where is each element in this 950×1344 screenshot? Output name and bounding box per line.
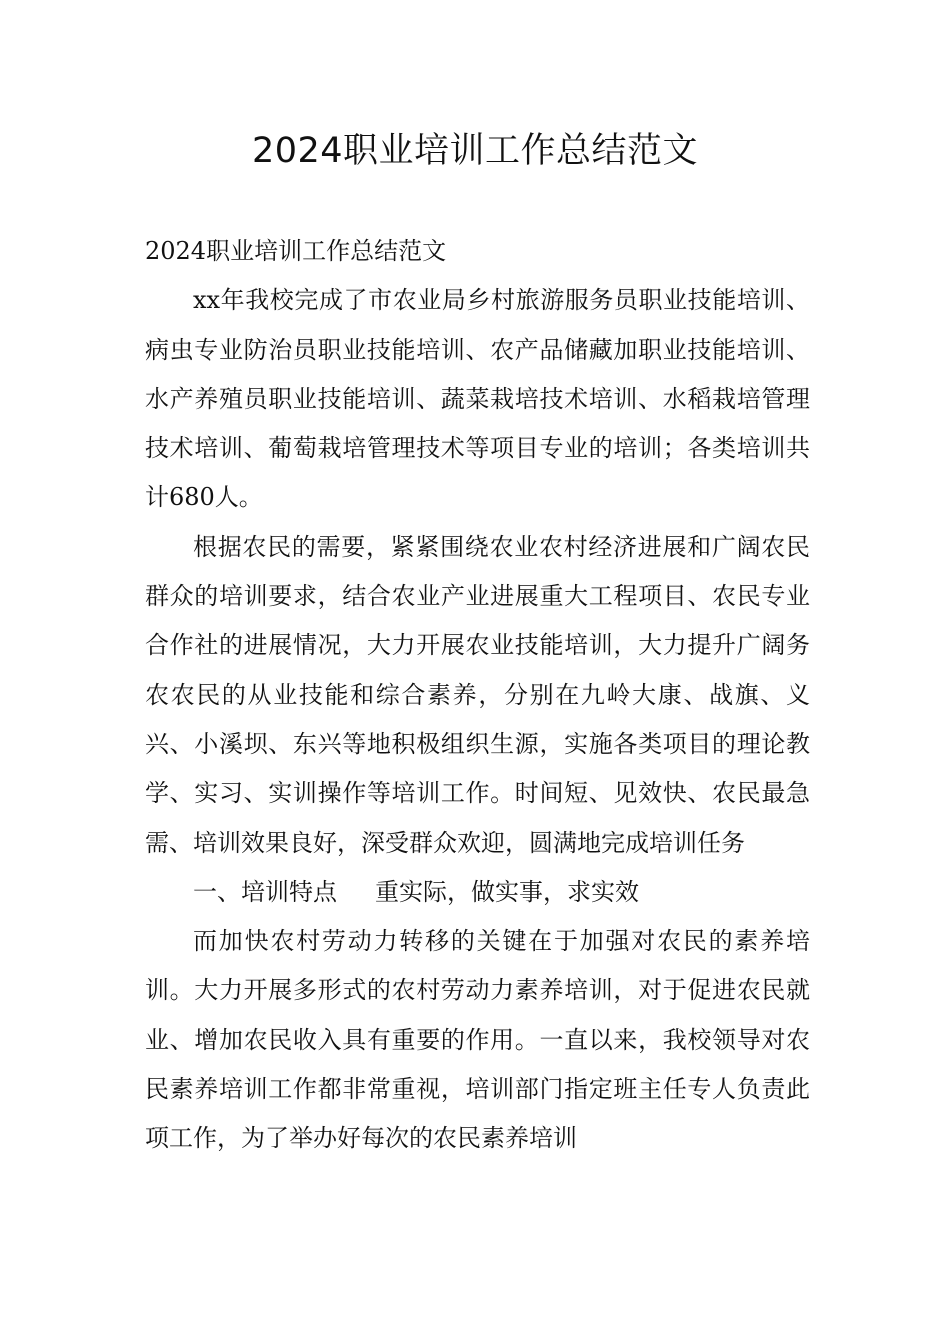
document-body — [145, 227, 810, 1164]
paragraph-quality-training: 而加快农村劳动力转移的关键在于加强对农民的素养培训。大力开展多形式的农村劳动力素养培训，对于促进农民就业、增加农民收入具有重要的作用。一直以来，我校领导对农民素养培训工作都非常重视，培训部门指定班主任专人负责此项工作，为了举办好每次的农民素养培训 — [145, 927, 810, 1153]
section-heading-subtitle: 重实际，做实事，求实效 — [375, 877, 639, 906]
paragraph-training-projects: xx年我校完成了市农业局乡村旅游服务员职业技能培训、病虫专业防治员职业技能培训、农产品储藏加职业技能培训、水产养殖员职业技能培训、蔬菜栽培技术培训、水稻栽培管理技术培训、葡萄栽培管理技术等项目专业的培训；各类培训共计680人。 — [145, 286, 810, 512]
document-title: 2024职业培训工作总结范文 — [251, 131, 699, 171]
document-subtitle: 2024职业培训工作总结范文 — [145, 237, 447, 265]
paragraph-farmer-needs: 根据农民的需要，紧紧围绕农业农村经济进展和广阔农民群众的培训要求，结合农业产业进展重大工程项目、农民专业合作社的进展情况，大力开展农业技能培训，大力提升广阔务农农民的从业技能和综合素养，分别在九岭大康、战旗、义兴、小溪坝、东兴等地积极组织生源，实施各类项目的理论教学、实习、实训操作等培训工作。时间短、见效快、农民最急需、培训效果良好，深受群众欢迎，圆满地完成培训任务 — [145, 532, 810, 857]
section-heading-label: 一、培训特点 — [193, 877, 337, 906]
section-heading — [145, 868, 810, 917]
